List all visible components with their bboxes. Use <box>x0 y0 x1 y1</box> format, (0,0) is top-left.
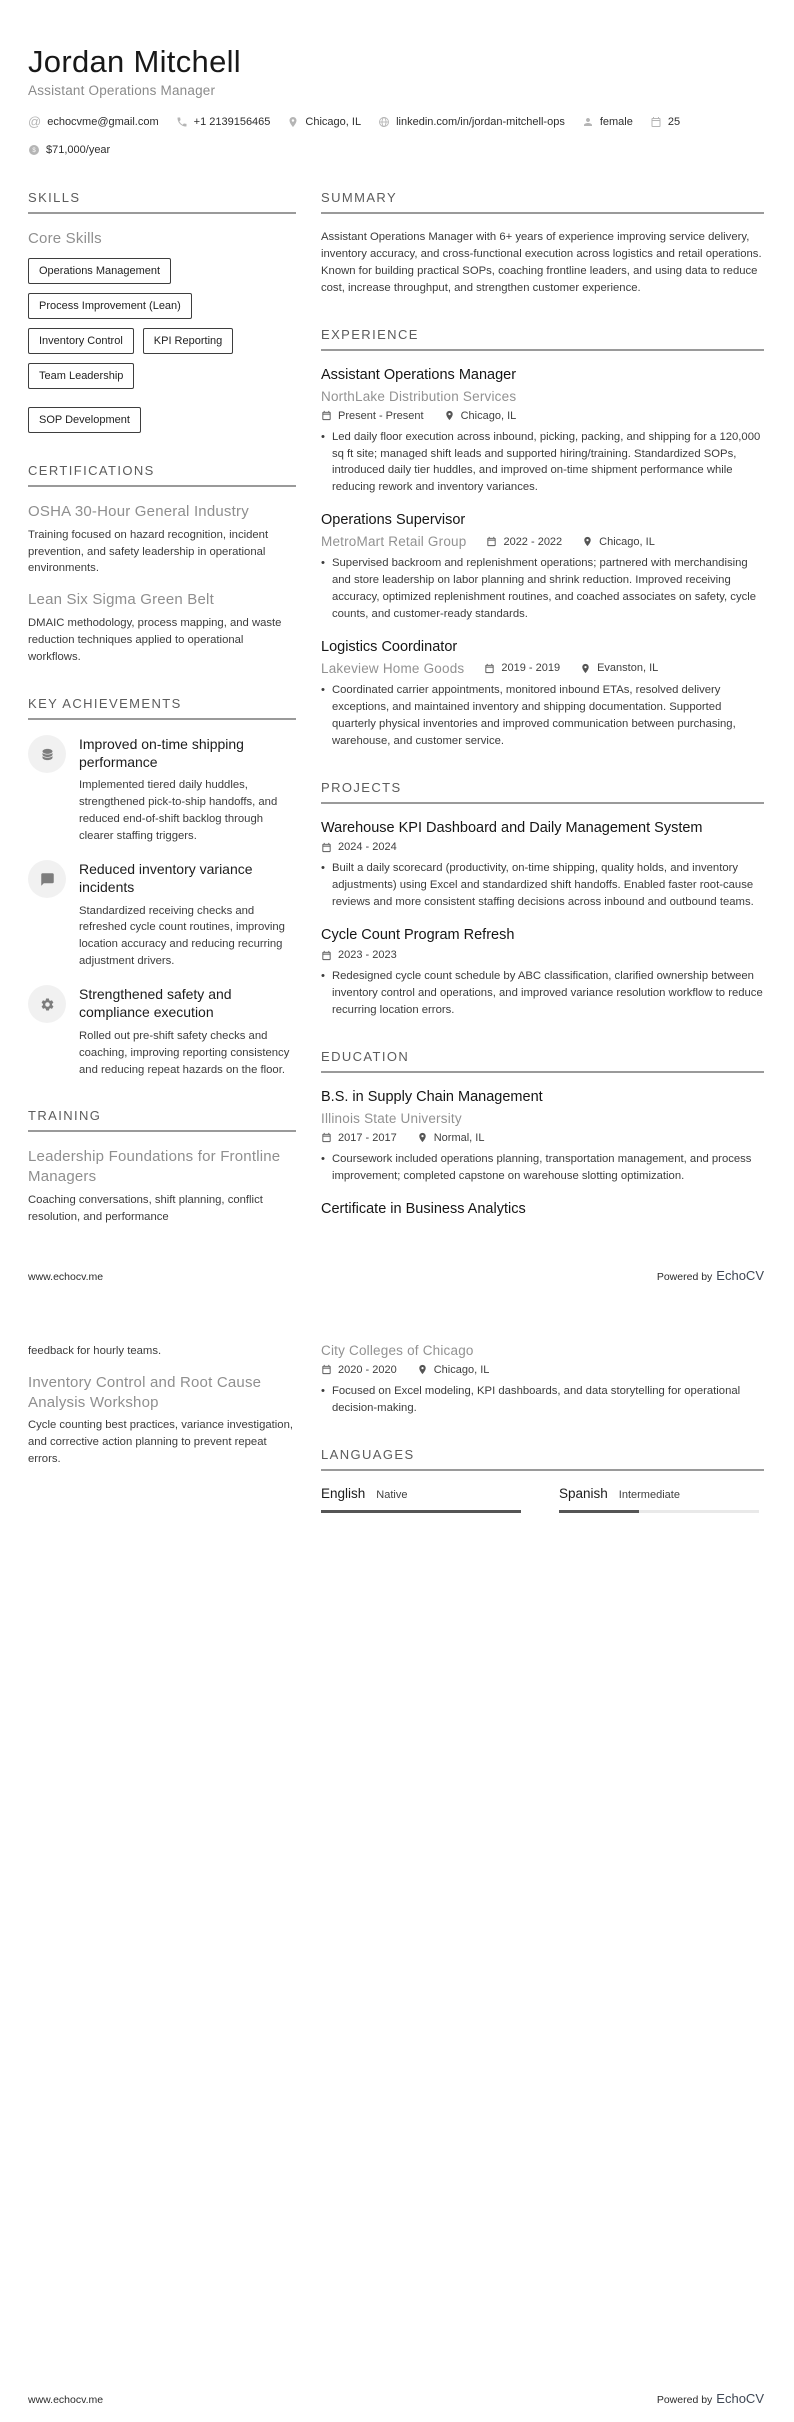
certifications-section <box>28 463 296 666</box>
footer-site-link[interactable]: www.echocv.me <box>28 1270 104 1283</box>
project-title: Warehouse KPI Dashboard and Daily Management System <box>321 819 703 836</box>
achievement-icon-circle <box>28 735 66 773</box>
languages-section <box>321 1447 764 1513</box>
experience-heading: EXPERIENCE <box>321 327 764 351</box>
certifications-heading: CERTIFICATIONS <box>28 463 296 487</box>
experience-title: Operations Supervisor <box>321 512 466 529</box>
language-proficiency-fill <box>321 1510 521 1513</box>
location-pin-icon <box>444 410 455 421</box>
training-section <box>28 1108 296 1225</box>
experience-company: MetroMart Retail Group <box>321 534 467 550</box>
project-bullet-text: • Redesigned cycle count schedule by ABC classification, clarified ownership between inventory control and operations, and improved variance resolution workflow to reduce recurring location errors. <box>331 970 763 1016</box>
achievement-item <box>28 860 296 970</box>
at-icon: @ <box>28 114 42 129</box>
education-entry <box>321 1088 764 1185</box>
education-bullet-text: • Focused on Excel modeling, KPI dashboards, and data storytelling for operational decision-making. <box>331 1384 741 1414</box>
contact-age <box>650 116 680 128</box>
echocv-brand: EchoCV <box>716 2390 764 2406</box>
language-proficiency-bar <box>559 1510 759 1513</box>
calendar-icon <box>321 410 332 421</box>
location-pin-icon <box>580 663 591 674</box>
experience-bullet <box>321 682 764 750</box>
location-pin-icon <box>417 1364 428 1375</box>
resume-page-2 <box>0 1299 794 2422</box>
training-description: Cycle counting best practices, variance investigation, and corrective action planning to prevent repeat errors. <box>28 1419 293 1466</box>
project-entry <box>321 819 764 912</box>
achievement-description: Standardized receiving checks and refreshed cycle count routines, improving location accuracy and reducing recurring adjustment drivers. <box>79 904 285 968</box>
education-location-text: Chicago, IL <box>433 1363 490 1376</box>
experience-bullet-text: • Coordinated carrier appointments, monitored inbound ETAs, resolved delivery exceptions, and maintained inventory and shipping documentation. Supported quarterly physical inventories and improved communication between purchasing, warehouse, and customer service. <box>331 683 736 747</box>
achievement-title: Strengthened safety and compliance execution <box>79 986 232 1021</box>
education-section <box>321 1049 764 1219</box>
footer-site-link[interactable]: www.echocv.me <box>28 2393 104 2406</box>
achievement-item <box>28 985 296 1078</box>
experience-section <box>321 327 764 750</box>
contact-row <box>28 115 764 156</box>
experience-bullet-text: • Led daily floor execution across inbound, picking, packing, and shipping for a 120,000 sq ft site; managed shift leads and supported hiring/training. Standardized SOPs, introduced daily tier huddles, and improved on-time shipment performance while reducing rework and inventory variances. <box>331 430 761 494</box>
project-dates-text: 2023 - 2023 <box>338 949 397 962</box>
achievement-description: Rolled out pre-shift safety checks and coaching, improving reporting consistency and reducing repeat hazards on the floor. <box>79 1029 290 1076</box>
education-bullet <box>321 1151 764 1185</box>
contact-salary-text: $71,000/year <box>46 144 111 156</box>
education-location <box>417 1132 485 1144</box>
page-footer <box>28 1256 764 1283</box>
experience-location-text: Chicago, IL <box>460 409 517 422</box>
contact-email[interactable] <box>28 115 159 128</box>
resume-header <box>28 44 764 190</box>
candidate-title: Assistant Operations Manager <box>28 83 216 98</box>
training-heading: TRAINING <box>28 1108 296 1132</box>
training-description-continued: feedback for hourly teams. <box>28 1344 162 1357</box>
education-location <box>417 1364 490 1376</box>
contact-linkedin-text: linkedin.com/in/jordan-mitchell-ops <box>396 115 565 128</box>
key-achievements-section <box>28 696 296 1078</box>
gear-icon <box>40 997 55 1012</box>
experience-location <box>444 410 517 422</box>
certification-name: OSHA 30-Hour General Industry <box>28 502 249 520</box>
footer-powered <box>657 2391 764 2406</box>
key-achievements-heading: KEY ACHIEVEMENTS <box>28 696 296 720</box>
training-name: Leadership Foundations for Frontline Managers <box>28 1148 281 1186</box>
experience-meta <box>321 534 764 549</box>
achievement-icon-circle <box>28 860 66 898</box>
project-title: Cycle Count Program Refresh <box>321 927 515 944</box>
education-section-continued <box>321 1343 764 1417</box>
achievement-description: Implemented tiered daily huddles, strengthened pick-to-ship handoffs, and reduced end-of-shift backlog through clearer staffing triggers. <box>79 779 278 843</box>
contact-age-text: 25 <box>667 115 681 128</box>
footer-powered <box>657 1268 764 1283</box>
project-meta <box>321 949 764 961</box>
education-dates-text: 2017 - 2017 <box>338 1131 397 1144</box>
language-list <box>321 1486 764 1513</box>
contact-phone-text: +1 2139156465 <box>193 115 271 128</box>
language-name: Spanish <box>559 1485 608 1501</box>
education-bullet-text: • Coursework included operations planning, transportation management, and process improvement; completed capstone on warehouse slotting optimization. <box>331 1152 752 1182</box>
left-column <box>28 190 296 1256</box>
project-bullet-text: • Built a daily scorecard (productivity, on-time shipping, quality holds, and inventory adjustments) using Excel and standardized shift handoffs. Enabled faster root-cause reviews and more consistent staffing decisions across inbound and outbound teams. <box>331 862 754 909</box>
achievement-title: Improved on-time shipping performance <box>79 736 244 771</box>
summary-heading: SUMMARY <box>321 190 764 214</box>
calendar-icon <box>650 116 662 128</box>
project-bullet <box>321 860 764 911</box>
experience-entry <box>321 366 764 497</box>
training-description: Coaching conversations, shift planning, conflict resolution, and performance <box>28 1194 263 1223</box>
experience-bullet <box>321 555 764 623</box>
skills-section <box>28 190 296 433</box>
experience-meta <box>321 410 764 422</box>
experience-entry <box>321 638 764 750</box>
education-degree: B.S. in Supply Chain Management <box>321 1088 543 1105</box>
person-icon <box>582 116 594 128</box>
phone-icon <box>176 116 188 128</box>
achievement-item <box>28 735 296 845</box>
project-bullet <box>321 968 764 1019</box>
location-pin-icon <box>582 536 593 547</box>
experience-dates <box>321 410 424 422</box>
education-entry <box>321 1343 764 1417</box>
language-name: English <box>321 1485 366 1501</box>
calendar-icon <box>486 536 497 547</box>
salary-icon <box>28 144 40 156</box>
calendar-icon <box>321 842 332 853</box>
experience-company: Lakeview Home Goods <box>321 660 465 676</box>
training-name: Inventory Control and Root Cause Analysis Workshop <box>28 1373 262 1411</box>
location-pin-icon <box>287 116 299 128</box>
calendar-icon <box>321 950 332 961</box>
language-level: Native <box>376 1488 408 1501</box>
training-section-continued <box>28 1343 296 1468</box>
skill-chip: Team Leadership <box>28 363 134 389</box>
experience-location <box>580 662 658 674</box>
project-meta <box>321 841 764 853</box>
skill-chip: Inventory Control <box>28 328 134 354</box>
project-entry <box>321 926 764 1019</box>
skills-group-name: Core Skills <box>28 230 102 247</box>
comment-icon <box>40 872 55 887</box>
experience-dates-text: 2019 - 2019 <box>501 662 561 675</box>
contact-gender <box>582 116 633 128</box>
project-dates <box>321 949 397 961</box>
achievement-icon-circle <box>28 985 66 1023</box>
experience-meta <box>321 661 764 676</box>
certification-name: Lean Six Sigma Green Belt <box>28 591 214 609</box>
skill-chip-list <box>28 258 296 433</box>
contact-location-text: Chicago, IL <box>305 115 362 128</box>
education-degree: Certificate in Business Analytics <box>321 1200 526 1217</box>
database-icon <box>40 747 55 762</box>
right-column <box>321 190 764 1248</box>
svg-text:$: $ <box>32 148 36 155</box>
calendar-icon <box>321 1132 332 1143</box>
calendar-icon <box>484 663 495 674</box>
experience-bullet <box>321 429 764 497</box>
language-proficiency-bar <box>321 1510 521 1513</box>
language-proficiency-fill <box>559 1510 639 1513</box>
education-school: Illinois State University <box>321 1110 462 1126</box>
contact-phone[interactable] <box>176 116 271 128</box>
left-column <box>28 1343 296 1498</box>
education-meta <box>321 1364 764 1376</box>
education-location-text: Normal, IL <box>433 1131 485 1144</box>
language-item <box>559 1486 759 1513</box>
globe-icon <box>378 116 390 128</box>
education-bullet <box>321 1383 764 1417</box>
experience-title: Logistics Coordinator <box>321 638 458 655</box>
skill-chip: Process Improvement (Lean) <box>28 293 192 319</box>
right-column <box>321 1343 764 1543</box>
education-meta <box>321 1132 764 1144</box>
languages-heading: LANGUAGES <box>321 1447 764 1471</box>
skill-chip: KPI Reporting <box>143 328 233 354</box>
experience-bullet-text: • Supervised backroom and replenishment operations; partnered with merchandising and store leadership on labor planning and shrink reduction. Improved receiving accuracy, optimized replenishment routines, and coached associates on safety, cycle counts, and customer-ready standards. <box>331 557 757 620</box>
footer-powered-prefix: Powered by <box>656 1270 713 1283</box>
contact-location <box>287 116 361 128</box>
experience-location <box>582 536 655 548</box>
skills-heading: SKILLS <box>28 190 296 214</box>
achievement-title: Reduced inventory variance incidents <box>79 861 253 896</box>
summary-section <box>321 190 764 297</box>
contact-email-text: echocvme@gmail.com <box>47 115 159 128</box>
language-item <box>321 1486 521 1513</box>
language-level: Intermediate <box>618 1488 680 1501</box>
experience-dates-text: 2022 - 2022 <box>503 535 563 548</box>
certification-description: DMAIC methodology, process mapping, and waste reduction techniques applied to operational workflows. <box>28 617 282 664</box>
education-dates <box>321 1364 397 1376</box>
experience-title: Assistant Operations Manager <box>321 366 517 383</box>
projects-section <box>321 780 764 1019</box>
experience-location-text: Evanston, IL <box>597 662 659 675</box>
echocv-brand: EchoCV <box>716 1267 764 1283</box>
location-pin-icon <box>417 1132 428 1143</box>
education-dates <box>321 1132 397 1144</box>
skill-chip: SOP Development <box>28 407 141 433</box>
footer-powered-prefix: Powered by <box>656 2393 713 2406</box>
experience-dates <box>486 536 562 548</box>
education-heading: EDUCATION <box>321 1049 764 1073</box>
project-dates-text: 2024 - 2024 <box>338 841 397 854</box>
candidate-name: Jordan Mitchell <box>28 44 241 79</box>
contact-gender-text: female <box>599 115 633 128</box>
education-entry <box>321 1200 764 1219</box>
experience-dates-text: Present - Present <box>338 409 424 422</box>
summary-text: Assistant Operations Manager with 6+ years of experience improving service delivery, inventory accuracy, and cross-functional execution across logistics and retail operations. Known for building practical SOPs, coaching frontline leaders, and using data to reduce cost, increase throughput, and strengthen customer experience. <box>321 231 762 294</box>
skill-chip: Operations Management <box>28 258 171 284</box>
contact-salary <box>28 144 110 156</box>
page-footer <box>28 2379 764 2406</box>
experience-entry <box>321 511 764 623</box>
certification-description: Training focused on hazard recognition, incident prevention, and safety leadership in operational environments. <box>28 528 269 575</box>
experience-dates <box>484 662 560 674</box>
calendar-icon <box>321 1364 332 1375</box>
contact-linkedin[interactable] <box>378 116 565 128</box>
experience-location-text: Chicago, IL <box>599 535 655 548</box>
project-dates <box>321 841 397 853</box>
projects-heading: PROJECTS <box>321 780 764 804</box>
experience-company: NorthLake Distribution Services <box>321 388 517 404</box>
education-dates-text: 2020 - 2020 <box>338 1363 397 1376</box>
education-school: City Colleges of Chicago <box>321 1342 474 1358</box>
